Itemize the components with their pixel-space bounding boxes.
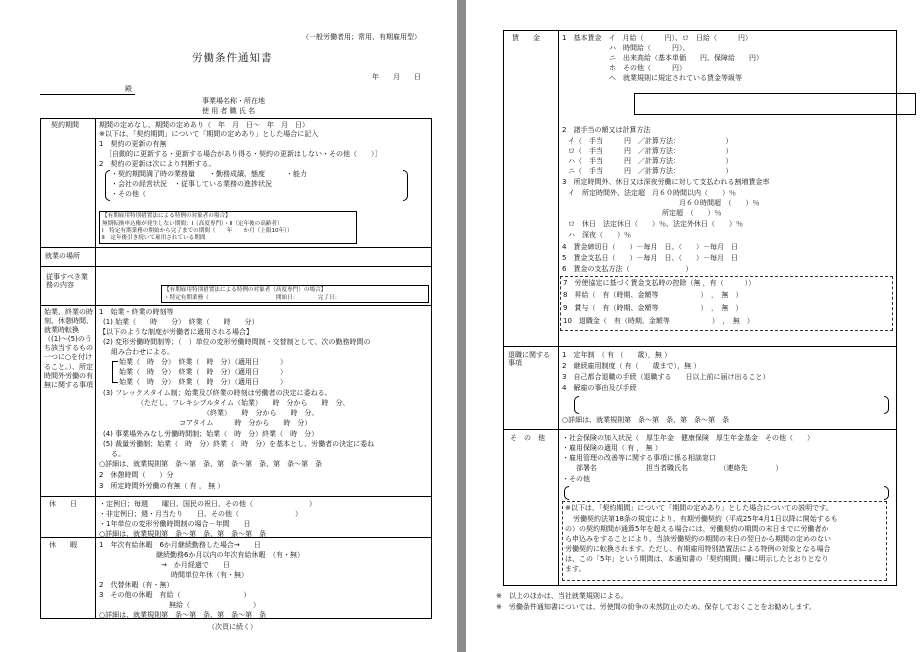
renewal-criteria-heading: 2 契約の更新は次により判断する。 <box>99 160 216 168</box>
leave-label: 休 暇 <box>49 541 77 549</box>
other-line-1: ・社会保険の加入状況（ 厚生年金 健康保険 厚生年金基金 その他（ ） <box>562 434 814 442</box>
employer-name-line-1: 事業場名称・所在地 <box>202 97 265 105</box>
renewal-heading: 1 契約の更新の有無 <box>99 140 167 148</box>
holidays-line-3: ・1年単位の変形労働時間制の場合－年間 日 <box>99 520 251 528</box>
other-line-2: ・雇用保険の適用（ 有 ， 無 ） <box>562 444 662 452</box>
leave-rules-ref: ○詳細は、就業規則第 条～第 条、第 条～第 条 <box>99 611 267 619</box>
document-title: 労働条件通知書 <box>192 52 273 64</box>
holidays-line-2: ・非定例日；週・月当たり 日、その他（ ） <box>99 510 302 518</box>
shift-3: 始業（ 時 分） 終業（ 時 分）（適用日 ） <box>119 378 287 386</box>
holidays-line-1: ・定例日；毎週 曜日、国民の祝日、その他（ ） <box>99 500 316 508</box>
retirement-line-3: 3 自己都合退職の手続（退職する 日以上前に届け出ること） <box>562 373 770 381</box>
pay-method: 6 賃金の支払方法（ ） <box>562 265 693 273</box>
renewal-options: ［自動的に更新する・更新する場合があり得る・契約の更新はしない・その他（ ）］ <box>105 150 382 158</box>
addressee-underline <box>40 94 135 95</box>
leave-line-7: 無給（ ） <box>169 601 260 609</box>
retirement-rules-ref: ○詳細は、就業規則第 条～第 条、第 条～第 条 <box>562 416 730 424</box>
hours-line-1: 1 始業・終業の時刻等 <box>99 308 174 316</box>
retirement-line-1: 1 定年制 （ 有 （ 歳），無 ） <box>562 351 672 359</box>
shift-1: 始業（ 時 分） 終業（ 時 分）（適用日 ） <box>119 358 287 366</box>
conditions-table-right <box>503 30 897 586</box>
hours-line-12: コアタイム 時 分から 時 分） <box>179 419 312 427</box>
hours-line-11: （終業） 時 分から 時 分、 <box>203 409 319 417</box>
addressee-suffix: 殿 <box>125 85 132 93</box>
special-measures-box: 【有期雇用特別措置法による特例の対象者の場合】 無期転換申込権が発生しない期間：Ⅰ（高度専門）・Ⅱ（定年後の高齢者） Ⅰ 特定有期業務の開始から完了までの期間（ 年 か月（上限10年）） Ⅱ 定年後引き続いて雇用されている期間 <box>99 211 357 244</box>
duties-special-box: 【有期雇用特別措置法による特例の対象者（高度専門）の場合】 ・特定有期業務（ 開始日： 完了日： <box>161 285 429 303</box>
wage-line-2: ハ 時間給（ 円）、 <box>609 44 690 52</box>
retirement-line-2: 2 継続雇用制度（ 有（ 歳まで），無 ） <box>562 362 701 370</box>
workplace-label: 就業の場所 <box>45 252 80 260</box>
break-time: 2 休憩時間（ ）分 <box>99 471 174 479</box>
leave-line-6: 3 その他の休暇 有給（ ） <box>99 591 251 599</box>
retirement-line-4: 4 解雇の事由及び手続 <box>562 384 637 392</box>
contract-period: 期間の定めなし、期間の定めあり（ 年 月 日～ 年 月 日） <box>99 121 309 129</box>
hours-line-5: 組み合わせによる。 <box>111 348 174 356</box>
holidays-rules-ref: ○詳細は、就業規則第 条～第 条、第 条～第 条 <box>99 530 267 538</box>
retirement-label: 退職に関する事項 <box>508 351 550 368</box>
leave-line-3: → か月経過で 日 <box>161 561 230 569</box>
criteria-bracket-right <box>403 170 408 201</box>
hours-line-2: (1) 始業（ 時 分） 終業（ 時 分） <box>103 318 259 326</box>
left-page <box>0 0 457 652</box>
hours-rules-ref: ○詳細は、就業規則第 条～第 条、第 条～第 条、第 条～第 条 <box>99 460 323 468</box>
employer-name-line-2: 使 用 者 職 氏 名 <box>202 107 256 115</box>
hours-line-9: (3) フレックスタイム制；始業及び終業の時刻は労働者の決定に委ねる。 <box>103 389 332 397</box>
leave-line-1: 1 年次有給休暇 6か月継続勤務した場合→ 日 <box>99 541 261 549</box>
wage-dashed-box: 7 労使協定に基づく賃金支払時の控除（無 ，有（ ）） 8 昇給（ 有（時期、金額等 ） ， 無 ） 9 賞与（ 有（時期、金額等 ） ， 無 ） 10 退職金（ 有（時期、金額等 ） ， 無 ） <box>560 276 893 331</box>
label-column-divider-right <box>558 31 559 585</box>
wage-line-1: 1 基本賃金 イ 月給（ 円）、ロ 日給（ 円） <box>562 34 752 42</box>
other-line-4: 部署名 担当者職氏名 （連絡先 ） <box>576 464 783 472</box>
form-type-label: （一般労働者用；常用、有期雇用型） <box>302 33 421 41</box>
hours-line-15: る。 <box>111 450 125 458</box>
allowance-heading: 2 諸手当の額又は計算方法 <box>562 126 651 134</box>
wage-line-5: ヘ 就業規則に規定されている賃金等級等 <box>609 74 742 82</box>
continued-footer: （次頁に続く） <box>208 623 257 631</box>
hours-label: 始業、終業の時刻、休憩時間、就業時転換（(1)～(5)のうち該当するもの一つに○を付けること。）、所定時間外労働の有無に関する事項 <box>44 308 93 389</box>
hours-line-13: (4) 事業場外みなし労働時間制；始業（ 時 分）終業（ 時 分） <box>103 430 319 438</box>
premium-heading: 3 所定時間外、休日又は深夜労働に対して支払われる割増賃金率 <box>562 178 770 186</box>
criteria-line-3: ・その他（ <box>111 190 146 198</box>
contract-note: ※以下は、「契約期間」について「期間の定めあり」とした場合に記入 <box>99 130 319 138</box>
criteria-line-2: ・会社の経営状況 ・従事している業務の進捗状況 <box>111 180 272 188</box>
other-bracket-left <box>564 486 569 500</box>
shift-bracket <box>112 361 118 383</box>
hours-line-3: 【以下のような制度が労働者に適用される場合】 <box>99 328 253 336</box>
other-label: そ の 他 <box>510 434 545 442</box>
wage-label: 賃 金 <box>512 34 540 42</box>
premium-2: 月６０時間超 （ ）％ <box>679 199 760 207</box>
pay-day: 5 賃金支払日（ ）－毎月 日、（ ）－毎月 日 <box>562 254 738 262</box>
allowance-1: イ（ 手当 円 ／計算方法： ） <box>568 137 733 145</box>
premium-1: イ 所定時間外、法定超 月６０時間以内（ ）％ <box>568 189 736 197</box>
wage-line-3: ニ 出来高給（基本単価 円、保障給 円） <box>609 54 763 62</box>
footnote-2: ※ 労働条件通知書については、労使間の紛争の未然防止のため、保存しておくことをお勧めします。 <box>496 603 816 611</box>
other-line-3: ・雇用管理の改善等に関する事項に係る相談窓口 <box>562 454 716 462</box>
premium-5: ハ 深夜（ ）％ <box>568 231 631 239</box>
hours-line-10: （ただし、フレキシブルタイム（始業） 時 分から 時 分、 <box>137 399 350 407</box>
leave-line-2: 継続勤務6か月以内の年次有給休暇 （有・無） <box>156 551 304 559</box>
criteria-bracket-left <box>105 170 110 201</box>
premium-4: ロ 休日 法定休日（ ）％、法定外休日（ ）％ <box>568 220 743 228</box>
footnote-1: ※ 以上のほかは、当社就業規則による。 <box>496 592 628 600</box>
leave-line-4: 時間単位年休（有・無） <box>171 571 248 579</box>
shift-2: 始業（ 時 分） 終業（ 時 分）（適用日 ） <box>119 368 287 376</box>
contract-label: 契約期間 <box>51 121 79 129</box>
label-column-divider <box>95 119 96 618</box>
date-field: 年 月 日 <box>372 73 421 81</box>
premium-3: 所定超 （ ）％ <box>662 209 722 217</box>
wage-grade-box <box>634 93 916 115</box>
hours-line-4: (2) 変形労働時間制等；（ ）単位の変形労働時間制・交替制として、次の勤務時間の <box>103 338 371 346</box>
dismissal-bracket-right <box>884 396 889 414</box>
overtime: 3 所定時間外労働の有無（ 有 ， 無 ） <box>99 482 225 490</box>
other-line-5: ・その他 <box>562 475 590 483</box>
hours-line-14: (5) 裁量労働制；始業（ 時 分）終業（ 時 分）を基本とし、労働者の決定に委ね <box>103 440 375 448</box>
conversion-note-box: ※以下は、「契約期間」について「期間の定めあり」とした場合についての説明です。 労働契約法第18条の規定により、有期労働契約（平成25年4月1日以降に開始するも の）の契約期間が通算5年を超える場合には、労働契約の期間の末日までに労働者か ら申込みをすることにより、当該労働契約の期間の末日の翌日から期間の定めのない 労働契約に転換されます。ただし、有期雇用特別措置法による特例の対象となる場合 は、この「5年」という期間は、本通知書の「契約期間」欄に明示したとおりとなり ます。 <box>562 501 887 581</box>
wage-line-4: ホ その他（ 円） <box>609 64 686 72</box>
conditions-table-left <box>40 118 432 619</box>
allowance-3: ハ（ 手当 円 ／計算方法： ） <box>568 157 733 165</box>
cutoff-day: 4 賃金締切日（ ）－毎月 日、（ ）－毎月 日 <box>562 243 738 251</box>
allowance-2: ロ（ 手当 円 ／計算方法： ） <box>568 147 733 155</box>
right-page <box>466 0 924 652</box>
allowance-4: ニ（ 手当 円 ／計算方法： ） <box>568 167 733 175</box>
criteria-line-1: ・契約期間満了時の業務量 ・勤務成績、態度 ・能力 <box>111 170 307 178</box>
holidays-label: 休 日 <box>49 500 77 508</box>
other-bracket-right <box>884 486 889 500</box>
dismissal-bracket-left <box>574 396 579 414</box>
leave-line-5: 2 代替休暇（有・無） <box>99 581 174 589</box>
duties-label: 従事すべき業務の内容 <box>46 273 88 290</box>
